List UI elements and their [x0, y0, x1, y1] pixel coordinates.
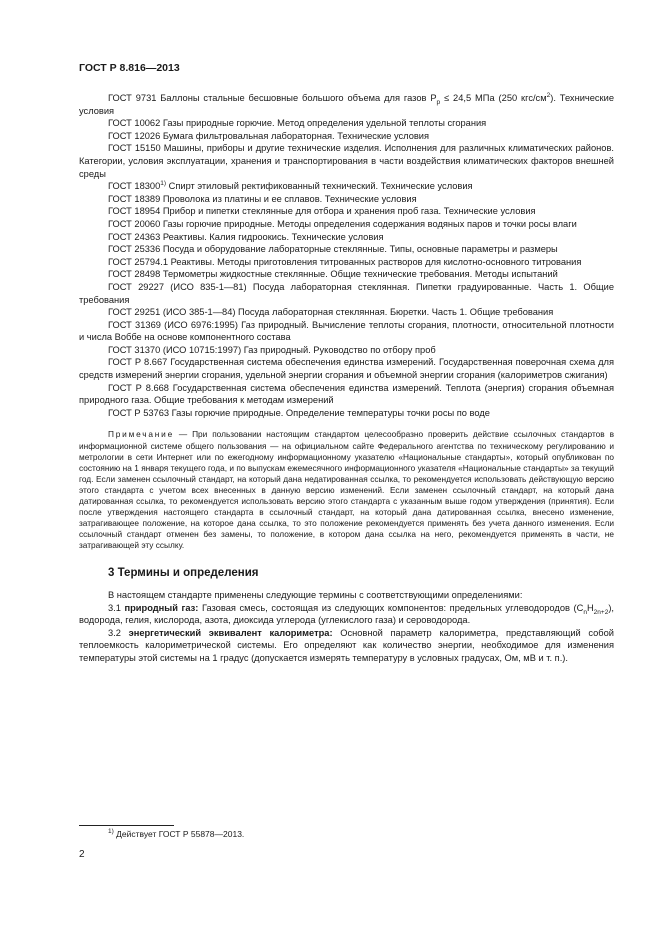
footnote-ref: 1): [160, 180, 167, 188]
footnote-divider: [79, 825, 174, 826]
reference-item: ГОСТ 12026 Бумага фильтровальная лабораторная. Технические условия: [108, 130, 430, 141]
reference-item: ГОСТ Р 53763 Газы горючие природные. Определение температуры точки росы по воде: [108, 407, 490, 418]
reference-item: ГОСТ 10062 Газы природные горючие. Метод определения удельной теплоты сгорания: [108, 118, 487, 129]
reference-item: ГОСТ 25794.1 Реактивы. Методы приготовления титрованных растворов для кислотно-основного титрования: [108, 256, 582, 267]
reference-item: ГОСТ Р 8.667 Государственная система обеспечения единства измерений. Государственная поверочная схема для средств измерений энергии сгорания, удельной энергии сгорания и объемной энергии сгорания (калориметров сжигания): [79, 357, 614, 381]
page-content: [79, 92, 614, 665]
reference-item: ГОСТ 29227 (ИСО 835-1—81) Посуда лабораторная стеклянная. Пипетки градуированные. Часть 1. Общие требования: [79, 281, 614, 305]
reference-item: ГОСТ Р 8.668 Государственная система обеспечения единства измерений. Теплота (энергия) сгорания объемная природного газа. Общие требования к методам измерений: [79, 382, 614, 406]
reference-item: ГОСТ 31370 (ИСО 10715:1997) Газ природный. Руководство по отбору проб: [108, 344, 436, 355]
reference-item: ГОСТ 18300$^{1)}$ Спирт этиловый ректификованный технический. Технические условия: [108, 180, 473, 192]
reference-item: ГОСТ 9731 Баллоны стальные бесшовные большого объема для газов $P_р \le 24,5$ МПа (250 кгс/$см^2$). Технические условия: [79, 91, 614, 116]
document-header: ГОСТ Р 8.816—2013: [79, 62, 180, 74]
reference-item: ГОСТ 29251 (ИСО 385-1—84) Посуда лабораторная стеклянная. Бюретки. Часть 1. Общие требования: [108, 307, 554, 318]
reference-item: ГОСТ 25336 Посуда и оборудование лабораторные стеклянные. Типы, основные параметры и размеры: [108, 244, 558, 255]
reference-item: ГОСТ 20060 Газы горючие природные. Методы определения содержания водяных паров и точки росы влаги: [108, 218, 577, 229]
term-definition: 3.2 энергетический эквивалент калориметра: Основной параметр калориметра, представляющий собой теплоемкость калориметрической системы. Его определяют как количество энергии, необходимое для изменения температуры этой системы на 1 градус (допускается измерять температуру в условных градусах, Ом, мВ и т. п.).: [79, 627, 614, 664]
reference-item: ГОСТ 24363 Реактивы. Калия гидроокись. Технические условия: [108, 231, 384, 242]
note-paragraph: Примечание — При пользовании настоящим стандартом целесообразно проверить действие ссылочных стандартов в информационной системе общего пользования — на официальном сайте Федерального агентства по техническому регулированию и метрологии в сети Интернет или по ежегодному информационному указателю «Национальные стандарты», который опубликован по состоянию на 1 января текущего года, и по выпускам ежемесячного информационного указателя «Национальные стандарты» за текущий год. Если заменен ссылочный стандарт, на который дана недатированная ссылка, то рекомендуется использовать действующую версию этого стандарта с учетом всех внесенных в данную версию изменений. Если заменен ссылочный стандарт, на который дана датированная ссылка, то рекомендуется использовать версию этого стандарта с указанным выше годом утверждения (принятия). Если после утверждения настоящего стандарта в ссылочный стандарт, на который дана датированная ссылка, внесено изменение, затрагивающее положение, на которое дана ссылка, то это положение рекомендуется применять без учета данного изменения. Если ссылочный стандарт отменен без замены, то положение, в котором дана ссылка на него, рекомендуется применять в части, не затрагивающей эту ссылку.: [79, 429, 614, 551]
reference-item: ГОСТ 18389 Проволока из платины и ее сплавов. Технические условия: [108, 193, 417, 204]
reference-item: ГОСТ 15150 Машины, приборы и другие технические изделия. Исполнения для различных климатических районов. Категории, условия эксплуатации, хранения и транспортирования в части воздействия климатических факторов внешней среды: [79, 143, 614, 179]
term-definition: 3.1 природный газ: Газовая смесь, состоящая из следующих компонентов: предельных углеводородов $(C_nH_{2n+2})$, водорода, гелия, кислорода, азота, диоксида углерода (углекислого газа) и сероводорода.: [79, 602, 615, 626]
term-name: энергетический эквивалент калориметра:: [128, 627, 333, 638]
section-intro: В настоящем стандарте применены следующие термины с соответствующими определениями:: [108, 590, 523, 601]
page-number: 2: [79, 849, 85, 860]
reference-item: ГОСТ 18954 Прибор и пипетки стеклянные для отбора и хранения проб газа. Технические условия: [108, 206, 536, 217]
note-label: Примечание: [108, 429, 175, 440]
term-name: природный газ:: [124, 602, 199, 613]
section-heading: 3 Термины и определения: [108, 567, 259, 580]
reference-item: ГОСТ 31369 (ИСО 6976:1995) Газ природный. Вычисление теплоты сгорания, плотности, относительной плотности и числа Воббе на основе компонентного состава: [79, 319, 614, 343]
reference-item: ГОСТ 28498 Термометры жидкостные стеклянные. Общие технические требования. Методы испытаний: [108, 269, 558, 280]
footnote: $^{1)}$ Действует ГОСТ Р 55878—2013.: [108, 828, 245, 839]
